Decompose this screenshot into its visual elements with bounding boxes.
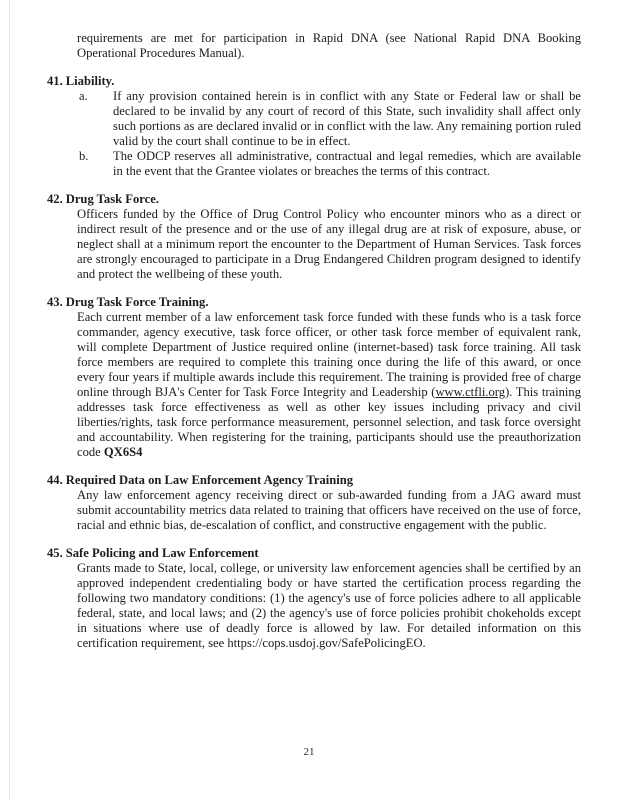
section-42-title: Drug Task Force. xyxy=(65,192,159,206)
section-41-item-b xyxy=(79,149,581,179)
section-43-body-pre: Each current member of a law enforcement task force funded with these funds who is a task force commander, agency executive, task force officer, or other task force member of equivalent rank, will complete Department of Justice required online (internet-based) task force training. All task force members are required to complete this training once during the life of this award, or once every four years if multiple awards include this requirement. The training is provided free of charge online through BJA's Center for Task Force Integrity and Leadership ( xyxy=(77,310,581,399)
section-41-title: Liability. xyxy=(65,74,115,88)
subitem-letter: b. xyxy=(79,149,89,163)
section-43-number: 43. xyxy=(47,295,63,309)
section-43-body xyxy=(77,310,581,460)
section-44 xyxy=(47,473,581,533)
page-content xyxy=(47,31,581,664)
section-44-title: Required Data on Law Enforcement Agency Training xyxy=(65,473,354,487)
subitem-letter: a. xyxy=(79,89,88,103)
section-42-body: Officers funded by the Office of Drug Control Policy who encounter minors who as a direct or indirect result of the presence and or the use of any illegal drug are at risk of exposure, abuse, or neglect shall at a minimum report the encounter to the Department of Human Services. Task forces are strongly encouraged to participate in a Drug Endangered Children program designed to identify and protect the wellbeing of these youth. xyxy=(77,207,581,281)
section-44-heading xyxy=(47,473,581,488)
section-44-body: Any law enforcement agency receiving direct or sub-awarded funding from a JAG award must submit accountability metrics data related to training that officers have received on the use of force, racial and ethnic bias, de-escalation of conflict, and constructive engagement with the public. xyxy=(77,488,581,532)
section-42 xyxy=(47,192,581,282)
section-42-number: 42. xyxy=(47,192,63,206)
section-41-heading xyxy=(47,74,581,89)
subitem-text: If any provision contained herein is in conflict with any State or Federal law or shall be declared to be invalid by any court of record of this State, such invalidity shall affect only such portions as are declared invalid or in conflict with the law. Any remaining portion ruled valid by the court shall continue to be in effect. xyxy=(113,89,581,148)
section-45 xyxy=(47,546,581,651)
section-45-body-pre: Grants made to State, local, college, or university law enforcement agencies shall be certified by an approved independent credentialing body or have started the certification process regarding the following two mandatory conditions: (1) the agency's use of force policies adhere to all applicable federal, state, and local laws; and (2) the agency's use of force policies prohibit chokeholds except in situations where use of deadly force is allowed by law. For detailed information on this certification requirement, see xyxy=(77,561,581,650)
section-41-item-a xyxy=(79,89,581,149)
section-41 xyxy=(47,74,581,179)
ctfli-link[interactable]: www.ctfli.org xyxy=(435,385,506,399)
section-43-heading xyxy=(47,295,581,310)
section-43-title: Drug Task Force Training. xyxy=(65,295,209,309)
safe-policing-url: https://cops.usdoj.gov/SafePolicingEO. xyxy=(227,636,426,650)
section-43-body-post: ). This training addresses task force effectiveness as well as other key issues including privacy and civil liberties/rights, task force performance measurement, personnel selection, and task force oversight and accountability. When registering for the training, participants should use the preauthorization code xyxy=(77,385,581,459)
page-number: 21 xyxy=(303,746,315,758)
section-41-number: 41. xyxy=(47,74,63,88)
section-42-heading xyxy=(47,192,581,207)
section-45-body xyxy=(77,561,581,651)
section-45-heading xyxy=(47,546,581,561)
subitem-text: The ODCP reserves all administrative, contractual and legal remedies, which are available in the event that the Grantee violates or breaches the terms of this contract. xyxy=(113,149,581,178)
scan-edge-artifact xyxy=(9,0,10,800)
section-45-title: Safe Policing and Law Enforcement xyxy=(65,546,259,560)
section-43 xyxy=(47,295,581,460)
section-45-number: 45. xyxy=(47,546,63,560)
preauthorization-code: QX6S4 xyxy=(103,445,143,459)
continuation-paragraph: requirements are met for participation in Rapid DNA (see National Rapid DNA Booking Operational Procedures Manual). xyxy=(77,31,581,60)
section-44-number: 44. xyxy=(47,473,63,487)
